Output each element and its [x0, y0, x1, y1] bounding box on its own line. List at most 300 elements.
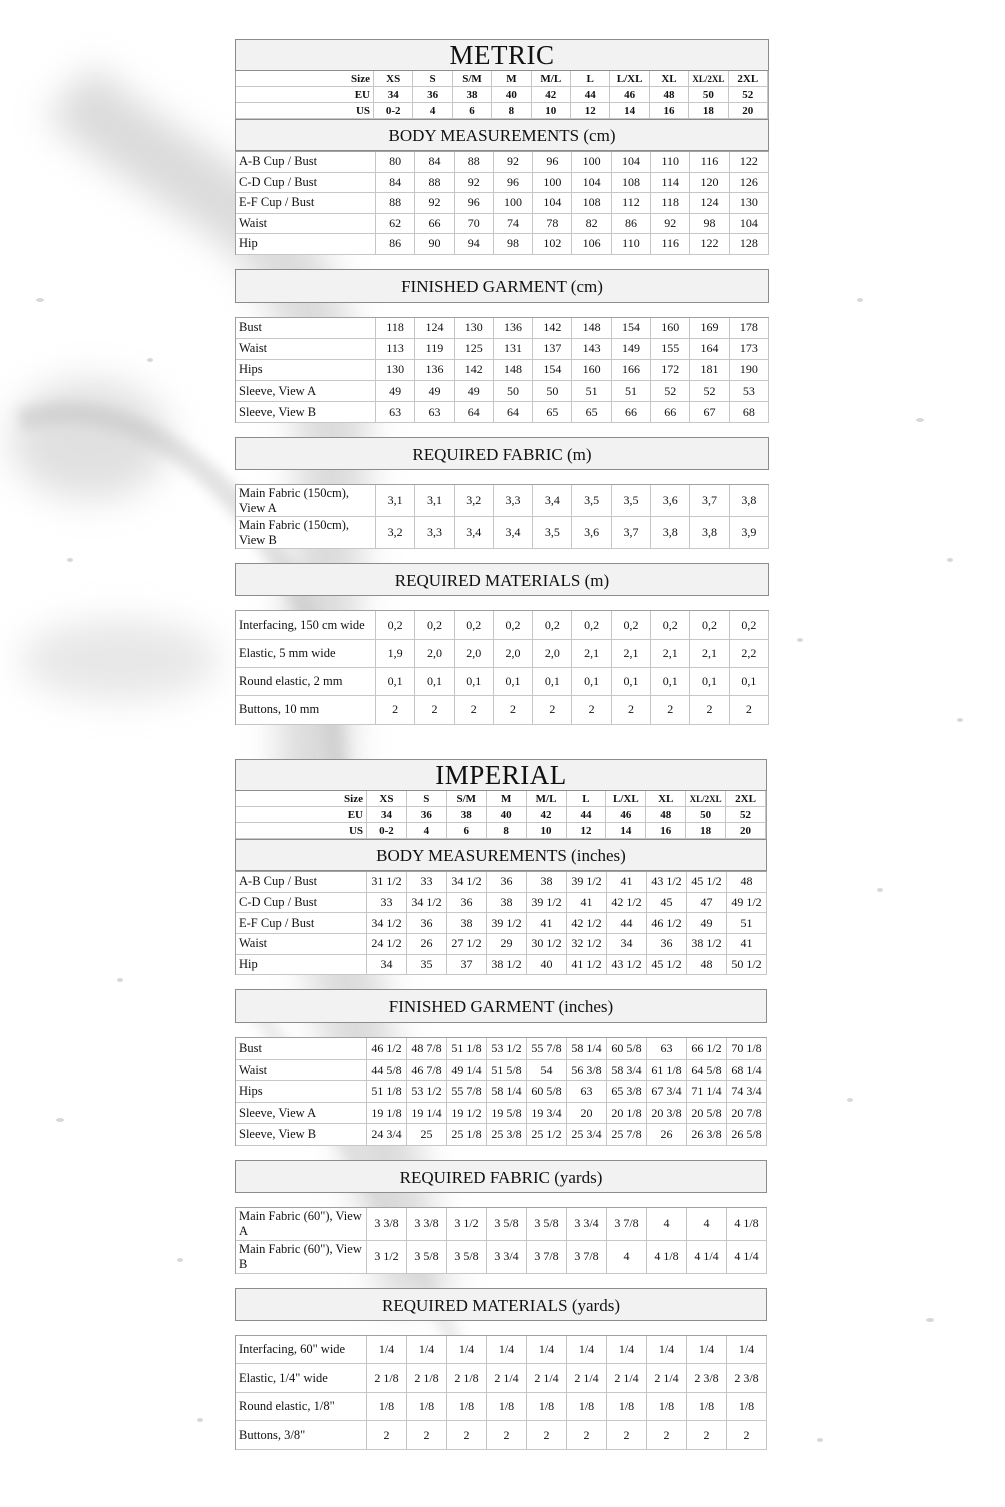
table-cell: 30 1/2 [527, 934, 567, 955]
row-label: Sleeve, View A [236, 1103, 367, 1125]
row-label: A-B Cup / Bust [236, 872, 367, 893]
row-label: Waist [236, 214, 376, 235]
table-cell: 0,2 [651, 611, 690, 639]
table-cell: 106 [572, 234, 611, 255]
imperial-eu-cell: 44 [567, 807, 607, 823]
table-cell: 1/8 [687, 1393, 727, 1422]
table-cell: 1/4 [687, 1336, 727, 1365]
table-cell: 3,2 [376, 517, 415, 549]
table-cell: 56 3/8 [567, 1060, 607, 1082]
table-cell: 71 1/4 [687, 1081, 727, 1103]
table-cell: 2 [687, 1421, 727, 1450]
table-cell: 67 3/4 [647, 1081, 687, 1103]
metric-size-cell: M [492, 71, 531, 87]
metric-body-measurements-title: BODY MEASUREMENTS (cm) [235, 119, 769, 151]
table-cell: 3,6 [572, 517, 611, 549]
table-cell: 96 [455, 193, 494, 214]
imperial-size-cell: 2XL [726, 791, 766, 807]
table-cell: 4 1/4 [727, 1241, 767, 1274]
table-cell: 19 1/8 [367, 1103, 407, 1125]
table-cell: 64 5/8 [687, 1060, 727, 1082]
table-cell: 0,1 [612, 668, 651, 696]
table-cell: 1/8 [407, 1393, 447, 1422]
table-cell: 1/4 [487, 1336, 527, 1365]
table-cell: 0,2 [415, 611, 454, 639]
table-cell: 2 [730, 696, 769, 724]
table-cell: 63 [567, 1081, 607, 1103]
imperial-required-fabric-title: REQUIRED FABRIC (yards) [235, 1160, 767, 1193]
table-cell: 3 7/8 [607, 1208, 647, 1241]
imperial-size-cell: S [407, 791, 447, 807]
table-cell: 44 [607, 913, 647, 934]
table-cell: 50 1/2 [727, 955, 767, 976]
table-cell: 122 [730, 152, 769, 173]
imperial-eu-cell: 42 [527, 807, 567, 823]
imperial-size-cell: XL/2XL [686, 791, 726, 807]
table-cell: 4 1/4 [687, 1241, 727, 1274]
table-cell: 53 1/2 [487, 1038, 527, 1060]
row-label: Waist [236, 934, 367, 955]
metric-us-cell: 0-2 [374, 103, 413, 119]
table-cell: 45 1/2 [647, 955, 687, 976]
table-cell: 178 [730, 318, 769, 339]
table-cell: 51 5/8 [487, 1060, 527, 1082]
table-cell: 2 [367, 1421, 407, 1450]
table-cell: 92 [415, 193, 454, 214]
table-cell: 1/8 [727, 1393, 767, 1422]
table-cell: 1/8 [647, 1393, 687, 1422]
table-cell: 3 5/8 [527, 1208, 567, 1241]
table-cell: 120 [690, 173, 729, 194]
table-cell: 92 [494, 152, 533, 173]
table-cell: 48 [687, 955, 727, 976]
imperial-required-fabric-table [235, 1207, 767, 1274]
row-label: Buttons, 3/8" [236, 1421, 367, 1450]
table-cell: 63 [376, 402, 415, 423]
table-cell: 96 [494, 173, 533, 194]
table-cell: 31 1/2 [367, 872, 407, 893]
table-cell: 119 [415, 339, 454, 360]
table-cell: 54 [527, 1060, 567, 1082]
imperial-eu-cell: 40 [487, 807, 527, 823]
table-cell: 62 [376, 214, 415, 235]
table-cell: 0,1 [494, 668, 533, 696]
table-cell: 108 [572, 193, 611, 214]
imperial-chart [235, 759, 767, 1450]
table-cell: 84 [415, 152, 454, 173]
table-cell: 154 [612, 318, 651, 339]
metric-eu-cell: 52 [729, 87, 768, 103]
metric-us-cell: 6 [453, 103, 492, 119]
table-cell: 2 [607, 1421, 647, 1450]
table-cell: 53 1/2 [407, 1081, 447, 1103]
table-cell: 124 [690, 193, 729, 214]
table-cell: 3,9 [730, 517, 769, 549]
table-cell: 40 [527, 955, 567, 976]
table-cell: 125 [455, 339, 494, 360]
table-cell: 2,1 [651, 640, 690, 668]
table-cell: 2 [455, 696, 494, 724]
table-cell: 70 [455, 214, 494, 235]
metric-size-cell: L/XL [610, 71, 649, 87]
metric-size-cell: XL [650, 71, 689, 87]
table-cell: 3,4 [455, 517, 494, 549]
table-cell: 3,4 [533, 485, 572, 517]
row-label: Main Fabric (150cm), View B [236, 517, 376, 549]
table-cell: 136 [494, 318, 533, 339]
imperial-size-cell: M [487, 791, 527, 807]
table-cell: 25 [407, 1124, 447, 1146]
metric-eu-cell: 36 [413, 87, 452, 103]
table-cell: 2 1/4 [487, 1364, 527, 1393]
table-cell: 66 [612, 402, 651, 423]
row-label: Interfacing, 150 cm wide [236, 611, 376, 639]
row-label: Round elastic, 2 mm [236, 668, 376, 696]
metric-body-measurements-table [235, 151, 769, 255]
table-cell: 41 [607, 872, 647, 893]
table-cell: 0,2 [730, 611, 769, 639]
table-cell: 124 [415, 318, 454, 339]
table-cell: 33 [367, 893, 407, 914]
table-cell: 27 1/2 [447, 934, 487, 955]
metric-size-cell: S [413, 71, 452, 87]
table-cell: 3,4 [494, 517, 533, 549]
table-cell: 43 1/2 [607, 955, 647, 976]
table-cell: 36 [487, 872, 527, 893]
table-cell: 38 [487, 893, 527, 914]
table-cell: 49 [415, 381, 454, 402]
table-cell: 86 [612, 214, 651, 235]
table-cell: 2 [612, 696, 651, 724]
table-cell: 0,1 [455, 668, 494, 696]
table-cell: 0,2 [376, 611, 415, 639]
metric-required-materials-table [235, 610, 769, 724]
metric-us-cell: 10 [532, 103, 571, 119]
table-cell: 122 [690, 234, 729, 255]
table-cell: 65 [533, 402, 572, 423]
metric-eu-cell: 50 [689, 87, 728, 103]
table-cell: 3 3/4 [567, 1208, 607, 1241]
table-cell: 143 [572, 339, 611, 360]
row-label: Main Fabric (150cm), View A [236, 485, 376, 517]
row-label: Hip [236, 234, 376, 255]
table-cell: 104 [730, 214, 769, 235]
table-cell: 61 1/8 [647, 1060, 687, 1082]
imperial-eu-cell: 48 [646, 807, 686, 823]
table-cell: 3 3/8 [367, 1208, 407, 1241]
table-cell: 116 [690, 152, 729, 173]
metric-size-row-label: Size [236, 71, 374, 87]
table-cell: 34 1/2 [367, 913, 407, 934]
table-cell: 84 [376, 173, 415, 194]
metric-finished-garment-title: FINISHED GARMENT (cm) [235, 269, 769, 303]
row-label: Hips [236, 360, 376, 381]
table-cell: 3 5/8 [487, 1208, 527, 1241]
table-cell: 39 1/2 [487, 913, 527, 934]
table-cell: 0,1 [376, 668, 415, 696]
imperial-required-materials-title: REQUIRED MATERIALS (yards) [235, 1288, 767, 1321]
table-cell: 2 [527, 1421, 567, 1450]
table-cell: 3 3/4 [487, 1241, 527, 1274]
table-cell: 2 1/4 [607, 1364, 647, 1393]
table-cell: 43 1/2 [647, 872, 687, 893]
table-cell: 3,8 [730, 485, 769, 517]
table-cell: 45 [647, 893, 687, 914]
table-cell: 0,1 [730, 668, 769, 696]
table-cell: 100 [494, 193, 533, 214]
table-cell: 58 1/4 [487, 1081, 527, 1103]
table-cell: 3,7 [690, 485, 729, 517]
table-cell: 52 [651, 381, 690, 402]
table-cell: 64 [494, 402, 533, 423]
metric-size-cell: XL/2XL [689, 71, 728, 87]
table-cell: 88 [455, 152, 494, 173]
table-cell: 0,1 [533, 668, 572, 696]
table-cell: 3 5/8 [447, 1241, 487, 1274]
table-cell: 148 [494, 360, 533, 381]
table-cell: 55 7/8 [447, 1081, 487, 1103]
table-cell: 0,1 [572, 668, 611, 696]
table-cell: 118 [651, 193, 690, 214]
table-cell: 50 [494, 381, 533, 402]
table-cell: 41 [727, 934, 767, 955]
table-cell: 1/8 [567, 1393, 607, 1422]
row-label: A-B Cup / Bust [236, 152, 376, 173]
table-cell: 2 [647, 1421, 687, 1450]
table-cell: 102 [533, 234, 572, 255]
table-cell: 49 1/4 [447, 1060, 487, 1082]
table-cell: 3,8 [690, 517, 729, 549]
table-cell: 3,5 [612, 485, 651, 517]
row-label: Bust [236, 318, 376, 339]
metric-us-cell: 12 [571, 103, 610, 119]
table-cell: 20 7/8 [727, 1103, 767, 1125]
table-cell: 86 [376, 234, 415, 255]
table-cell: 51 [572, 381, 611, 402]
table-cell: 34 1/2 [447, 872, 487, 893]
imperial-body-measurements-table [235, 871, 767, 975]
table-cell: 26 5/8 [727, 1124, 767, 1146]
table-cell: 149 [612, 339, 651, 360]
table-cell: 3,5 [572, 485, 611, 517]
table-cell: 2 [690, 696, 729, 724]
table-cell: 4 1/8 [647, 1241, 687, 1274]
table-cell: 164 [690, 339, 729, 360]
table-cell: 25 3/4 [567, 1124, 607, 1146]
table-cell: 74 3/4 [727, 1081, 767, 1103]
table-cell: 2 1/4 [527, 1364, 567, 1393]
table-cell: 2,1 [690, 640, 729, 668]
table-cell: 1/8 [607, 1393, 647, 1422]
table-cell: 4 [607, 1241, 647, 1274]
imperial-size-cell: L/XL [606, 791, 646, 807]
table-cell: 29 [487, 934, 527, 955]
table-cell: 0,2 [612, 611, 651, 639]
table-cell: 96 [533, 152, 572, 173]
imperial-us-cell: 14 [606, 823, 646, 839]
table-cell: 116 [651, 234, 690, 255]
table-cell: 45 1/2 [687, 872, 727, 893]
table-cell: 1/8 [447, 1393, 487, 1422]
table-cell: 2 1/8 [447, 1364, 487, 1393]
imperial-us-cell: 18 [686, 823, 726, 839]
imperial-size-cell: S/M [447, 791, 487, 807]
table-cell: 1/4 [567, 1336, 607, 1365]
table-cell: 52 [690, 381, 729, 402]
metric-size-header [235, 71, 769, 119]
metric-us-row-label: US [236, 103, 374, 119]
table-cell: 2,2 [730, 640, 769, 668]
table-cell: 60 5/8 [607, 1038, 647, 1060]
table-cell: 36 [647, 934, 687, 955]
imperial-size-row-label: Size [236, 791, 367, 807]
table-cell: 148 [572, 318, 611, 339]
table-cell: 113 [376, 339, 415, 360]
table-cell: 34 [367, 955, 407, 976]
row-label: E-F Cup / Bust [236, 193, 376, 214]
table-cell: 24 3/4 [367, 1124, 407, 1146]
table-cell: 0,1 [415, 668, 454, 696]
metric-us-cell: 20 [729, 103, 768, 119]
metric-eu-cell: 46 [610, 87, 649, 103]
table-cell: 24 1/2 [367, 934, 407, 955]
row-label: Hips [236, 1081, 367, 1103]
row-label: Round elastic, 1/8" [236, 1393, 367, 1422]
row-label: Buttons, 10 mm [236, 696, 376, 724]
table-cell: 3,3 [494, 485, 533, 517]
table-cell: 46 1/2 [647, 913, 687, 934]
table-cell: 2 3/8 [687, 1364, 727, 1393]
table-cell: 80 [376, 152, 415, 173]
table-cell: 48 [727, 872, 767, 893]
table-cell: 3,1 [415, 485, 454, 517]
table-cell: 66 [651, 402, 690, 423]
metric-size-cell: 2XL [729, 71, 768, 87]
metric-us-cell: 18 [689, 103, 728, 119]
imperial-body-measurements-title: BODY MEASUREMENTS (inches) [235, 839, 767, 871]
table-cell: 90 [415, 234, 454, 255]
table-cell: 2 [533, 696, 572, 724]
metric-eu-cell: 38 [453, 87, 492, 103]
row-label: Main Fabric (60"), View A [236, 1208, 367, 1241]
table-cell: 70 1/8 [727, 1038, 767, 1060]
table-cell: 130 [730, 193, 769, 214]
table-cell: 4 [687, 1208, 727, 1241]
metric-us-cell: 8 [492, 103, 531, 119]
table-cell: 2 [651, 696, 690, 724]
table-cell: 110 [612, 234, 651, 255]
imperial-eu-cell: 34 [367, 807, 407, 823]
table-cell: 0,1 [651, 668, 690, 696]
imperial-size-header [235, 791, 767, 839]
table-cell: 1/4 [527, 1336, 567, 1365]
table-cell: 2 [415, 696, 454, 724]
table-cell: 2 1/4 [647, 1364, 687, 1393]
table-cell: 142 [533, 318, 572, 339]
row-label: Hip [236, 955, 367, 976]
table-cell: 39 1/2 [527, 893, 567, 914]
table-cell: 104 [533, 193, 572, 214]
row-label: Waist [236, 1060, 367, 1082]
table-cell: 108 [612, 173, 651, 194]
row-label: Sleeve, View B [236, 402, 376, 423]
table-cell: 66 [415, 214, 454, 235]
table-cell: 49 [455, 381, 494, 402]
table-cell: 2,0 [415, 640, 454, 668]
table-cell: 36 [447, 893, 487, 914]
metric-us-cell: 4 [413, 103, 452, 119]
table-cell: 44 5/8 [367, 1060, 407, 1082]
table-cell: 3 1/2 [367, 1241, 407, 1274]
imperial-size-cell: M/L [527, 791, 567, 807]
table-cell: 64 [455, 402, 494, 423]
metric-required-fabric-table [235, 484, 769, 549]
table-cell: 41 [527, 913, 567, 934]
table-cell: 53 [730, 381, 769, 402]
table-cell: 2,0 [455, 640, 494, 668]
table-cell: 50 [533, 381, 572, 402]
table-cell: 49 [376, 381, 415, 402]
table-cell: 1/4 [607, 1336, 647, 1365]
table-cell: 0,2 [455, 611, 494, 639]
table-cell: 104 [612, 152, 651, 173]
table-cell: 58 1/4 [567, 1038, 607, 1060]
table-cell: 32 1/2 [567, 934, 607, 955]
imperial-us-cell: 0-2 [367, 823, 407, 839]
metric-eu-cell: 40 [492, 87, 531, 103]
table-cell: 1/4 [447, 1336, 487, 1365]
metric-us-cell: 14 [610, 103, 649, 119]
row-label: Main Fabric (60"), View B [236, 1241, 367, 1274]
imperial-us-cell: 20 [726, 823, 766, 839]
imperial-finished-garment-table [235, 1037, 767, 1146]
table-cell: 2 [567, 1421, 607, 1450]
table-cell: 26 3/8 [687, 1124, 727, 1146]
table-cell: 1/8 [367, 1393, 407, 1422]
table-cell: 25 3/8 [487, 1124, 527, 1146]
table-cell: 88 [415, 173, 454, 194]
imperial-us-cell: 10 [527, 823, 567, 839]
table-cell: 2 [376, 696, 415, 724]
metric-required-fabric-title: REQUIRED FABRIC (m) [235, 437, 769, 470]
table-cell: 92 [651, 214, 690, 235]
table-cell: 65 3/8 [607, 1081, 647, 1103]
table-cell: 35 [407, 955, 447, 976]
metric-size-cell: S/M [453, 71, 492, 87]
table-cell: 3,3 [415, 517, 454, 549]
table-cell: 33 [407, 872, 447, 893]
table-cell: 110 [651, 152, 690, 173]
table-cell: 104 [572, 173, 611, 194]
table-cell: 181 [690, 360, 729, 381]
table-cell: 26 [647, 1124, 687, 1146]
table-cell: 3 7/8 [567, 1241, 607, 1274]
table-cell: 25 1/2 [527, 1124, 567, 1146]
metric-eu-cell: 44 [571, 87, 610, 103]
row-label: Elastic, 5 mm wide [236, 640, 376, 668]
table-cell: 190 [730, 360, 769, 381]
table-cell: 2 1/8 [367, 1364, 407, 1393]
table-cell: 1/4 [647, 1336, 687, 1365]
table-cell: 20 [567, 1103, 607, 1125]
table-cell: 67 [690, 402, 729, 423]
table-cell: 2 3/8 [727, 1364, 767, 1393]
table-cell: 0,2 [533, 611, 572, 639]
table-cell: 3 7/8 [527, 1241, 567, 1274]
table-cell: 2 [407, 1421, 447, 1450]
table-cell: 58 3/4 [607, 1060, 647, 1082]
table-cell: 48 7/8 [407, 1038, 447, 1060]
